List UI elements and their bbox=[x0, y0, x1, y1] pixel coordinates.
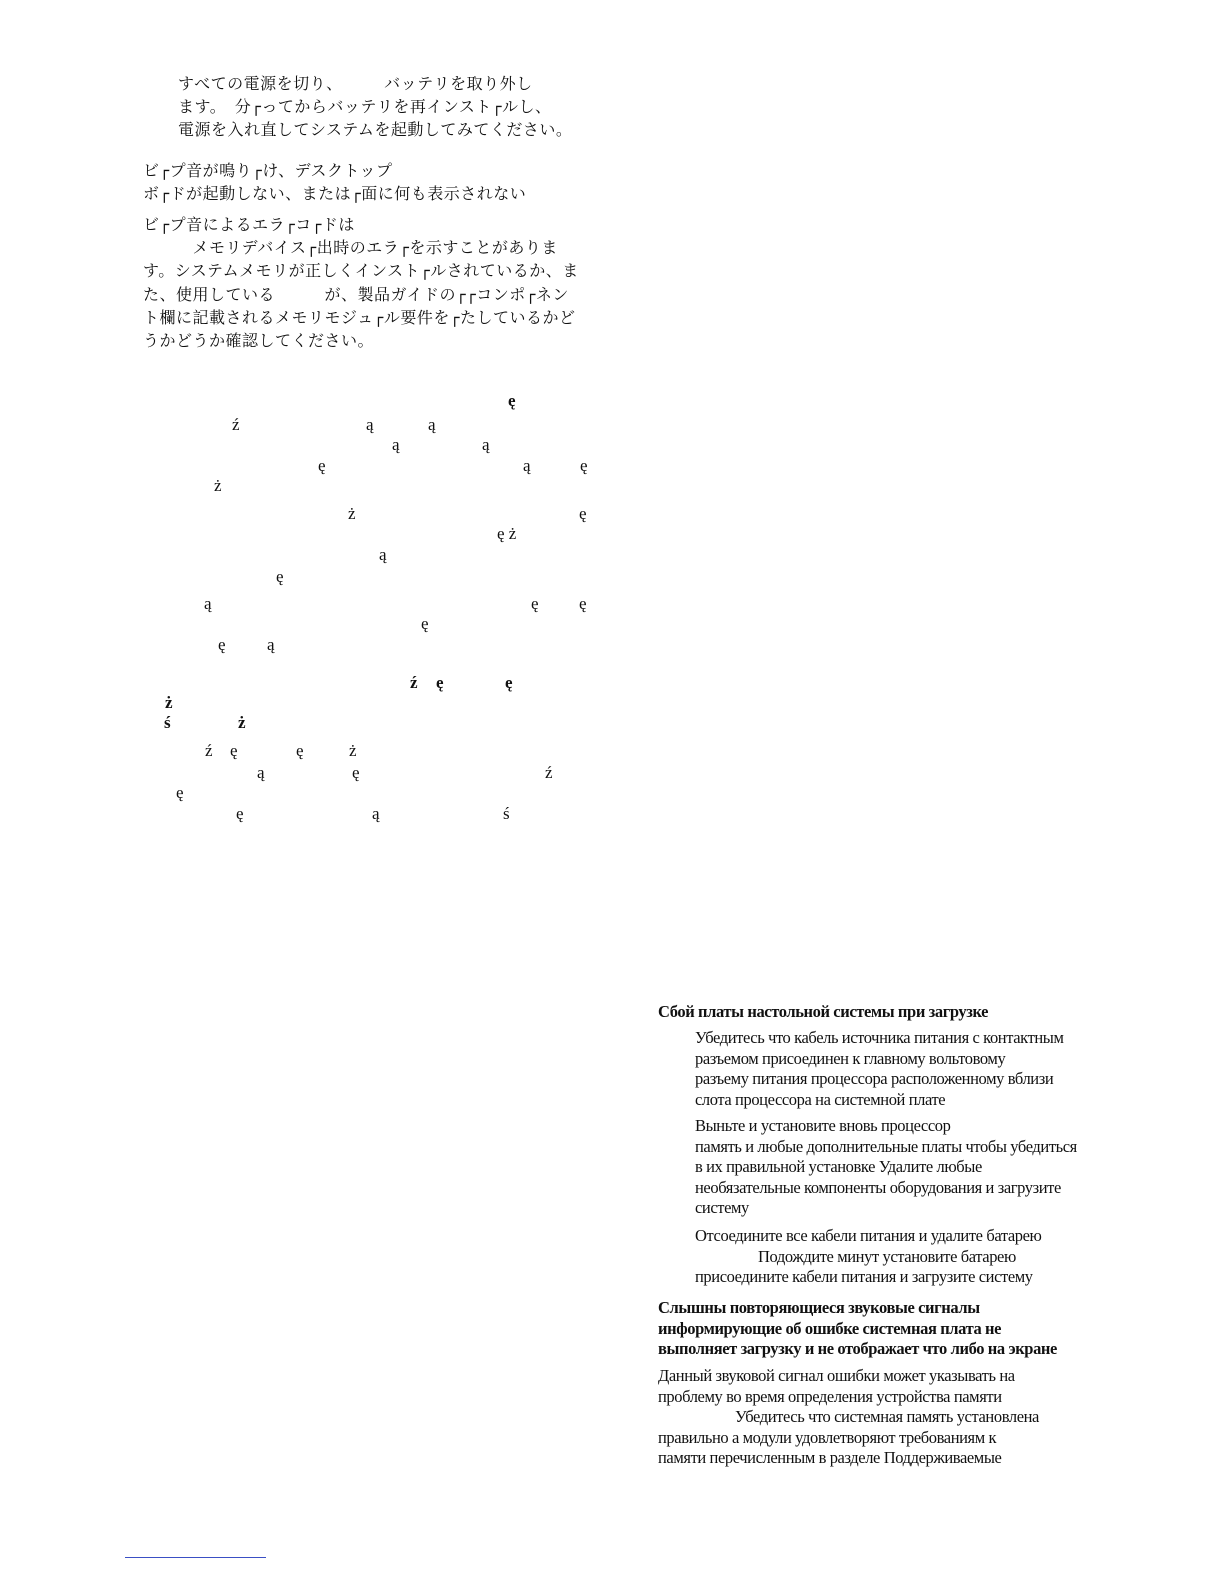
pol-glyph: ę bbox=[436, 673, 444, 692]
pol-glyph: ź bbox=[545, 763, 553, 782]
pol-glyph: ę bbox=[505, 673, 513, 692]
ru-line: разъему питания процессора расположенному вблизи bbox=[695, 1069, 1054, 1088]
jp-line: た、使用している が、製品ガイドの┌┌コンポ┌ネン bbox=[143, 285, 569, 304]
ru-line: память и любые дополнительные платы чтобы убедиться bbox=[695, 1136, 1077, 1156]
ru-heading-line: Сбой платы настольной системы при загрузке bbox=[658, 1002, 989, 1021]
pol-glyph: ą bbox=[257, 763, 265, 782]
pol-glyph: ż bbox=[165, 693, 173, 712]
ru-line: памяти перечисленным в разделе Поддерживаемые bbox=[658, 1448, 1002, 1467]
pol-glyph: ę bbox=[296, 741, 304, 760]
ru-heading-line: Слышны повторяющиеся звуковые сигналы bbox=[658, 1298, 980, 1317]
ru-line: слота процессора на системной плате bbox=[695, 1089, 946, 1109]
jp-line: ト欄に記載されるメモリモジュ┌ル要件を┌たしているかど bbox=[143, 308, 576, 327]
ru-heading-2 bbox=[658, 1298, 1148, 1360]
pol-glyph: ę bbox=[276, 567, 284, 586]
jp-line: ビ┌プ音が鳴り┌け、デスクトップ bbox=[143, 161, 393, 180]
jp-line: 電源を入れ直してシステムを起動してみてください。 bbox=[178, 120, 573, 139]
ru-heading-1 bbox=[658, 1002, 1148, 1023]
ru-body bbox=[658, 1366, 1148, 1469]
ru-line: Подождите минут установите батарею bbox=[758, 1246, 1016, 1266]
pol-glyph: ą bbox=[204, 594, 212, 613]
pol-glyph: ę bbox=[531, 594, 539, 613]
pol-glyph: ą bbox=[428, 415, 436, 434]
pol-glyph: ź bbox=[410, 673, 418, 692]
pol-glyph: ą bbox=[267, 635, 275, 654]
pol-glyph: ż bbox=[214, 476, 222, 495]
ru-line: систему bbox=[695, 1198, 749, 1217]
pol-glyph: ą bbox=[392, 435, 400, 454]
ru-line: присоедините кабели питания и загрузите систему bbox=[695, 1267, 1033, 1286]
pol-glyph: ą bbox=[482, 435, 490, 454]
ru-line: Данный звуковой сигнал ошибки может указывать на bbox=[658, 1366, 1015, 1385]
ru-line: Выньте и установите вновь процессор bbox=[695, 1116, 951, 1135]
pol-glyph: ę bbox=[421, 614, 429, 633]
footnote-rule bbox=[125, 1557, 266, 1558]
ru-heading-line: выполняет загрузку и не отображает что либо на экране bbox=[658, 1339, 1057, 1358]
pol-glyph: ą bbox=[379, 545, 387, 564]
pol-glyph: ę bbox=[579, 504, 587, 523]
ru-line: разъемом присоединен к главному вольтовому bbox=[695, 1048, 1006, 1068]
pol-glyph: ę bbox=[318, 456, 326, 475]
jp-line: ます。 分┌ってからバッテリを再インスト┌ルし、 bbox=[178, 97, 552, 116]
jp-line: メモリデバイス┌出時のエラ┌を示すことがありま bbox=[143, 238, 558, 257]
pol-glyph: ś bbox=[164, 713, 171, 732]
pol-glyph: ź bbox=[232, 415, 240, 434]
ru-item-2 bbox=[658, 1116, 1148, 1219]
pol-glyph: ę bbox=[230, 741, 238, 760]
pol-glyph: ę ż bbox=[497, 524, 517, 543]
ru-line: Убедитесь что кабель источника питания с контактным bbox=[695, 1028, 1064, 1047]
ru-line: проблему во время определения устройства памяти bbox=[658, 1386, 1002, 1406]
pol-glyph: ę bbox=[508, 391, 516, 410]
jp-line: うかどうか確認してください。 bbox=[143, 331, 375, 350]
ru-line: Убедитесь что системная память установлена bbox=[735, 1407, 1039, 1426]
pol-glyph: ę bbox=[579, 594, 587, 613]
pol-glyph: ź bbox=[205, 741, 213, 760]
pol-glyph: ż bbox=[238, 713, 246, 732]
pol-glyph: ż bbox=[348, 504, 356, 523]
jp-line: すべての電源を切り、 バッテリを取り外し bbox=[178, 74, 533, 93]
jp-line: ボ┌ドが起動しない、または┌面に何も表示されない bbox=[143, 184, 527, 203]
pol-glyph: ą bbox=[372, 804, 380, 823]
pol-glyph: ę bbox=[218, 635, 226, 654]
pol-glyph: ę bbox=[580, 456, 588, 475]
ru-heading-line: информирующие об ошибке системная плата не bbox=[658, 1318, 1002, 1338]
pol-glyph: ę bbox=[352, 763, 360, 782]
pol-glyph: ą bbox=[366, 415, 374, 434]
ru-line: Отсоедините все кабели питания и удалите батарею bbox=[695, 1226, 1042, 1245]
jp-line: ビ┌プ音によるエラ┌コ┌ドは bbox=[143, 215, 355, 234]
pol-glyph: ą bbox=[523, 456, 531, 475]
ru-item-3 bbox=[658, 1226, 1148, 1288]
pol-glyph: ę bbox=[236, 804, 244, 823]
ru-line: необязательные компоненты оборудования и загрузите bbox=[695, 1177, 1061, 1197]
pol-glyph: ż bbox=[349, 741, 357, 760]
ru-line: правильно а модули удовлетворяют требованиям к bbox=[658, 1427, 997, 1447]
jp-line: す。システムメモリが正しくインスト┌ルされているか、ま bbox=[143, 261, 579, 280]
pol-glyph: ś bbox=[503, 804, 510, 823]
ru-item-1 bbox=[658, 1028, 1148, 1110]
pol-glyph: ę bbox=[176, 783, 184, 802]
ru-line: в их правильной установке Удалите любые bbox=[695, 1157, 982, 1176]
